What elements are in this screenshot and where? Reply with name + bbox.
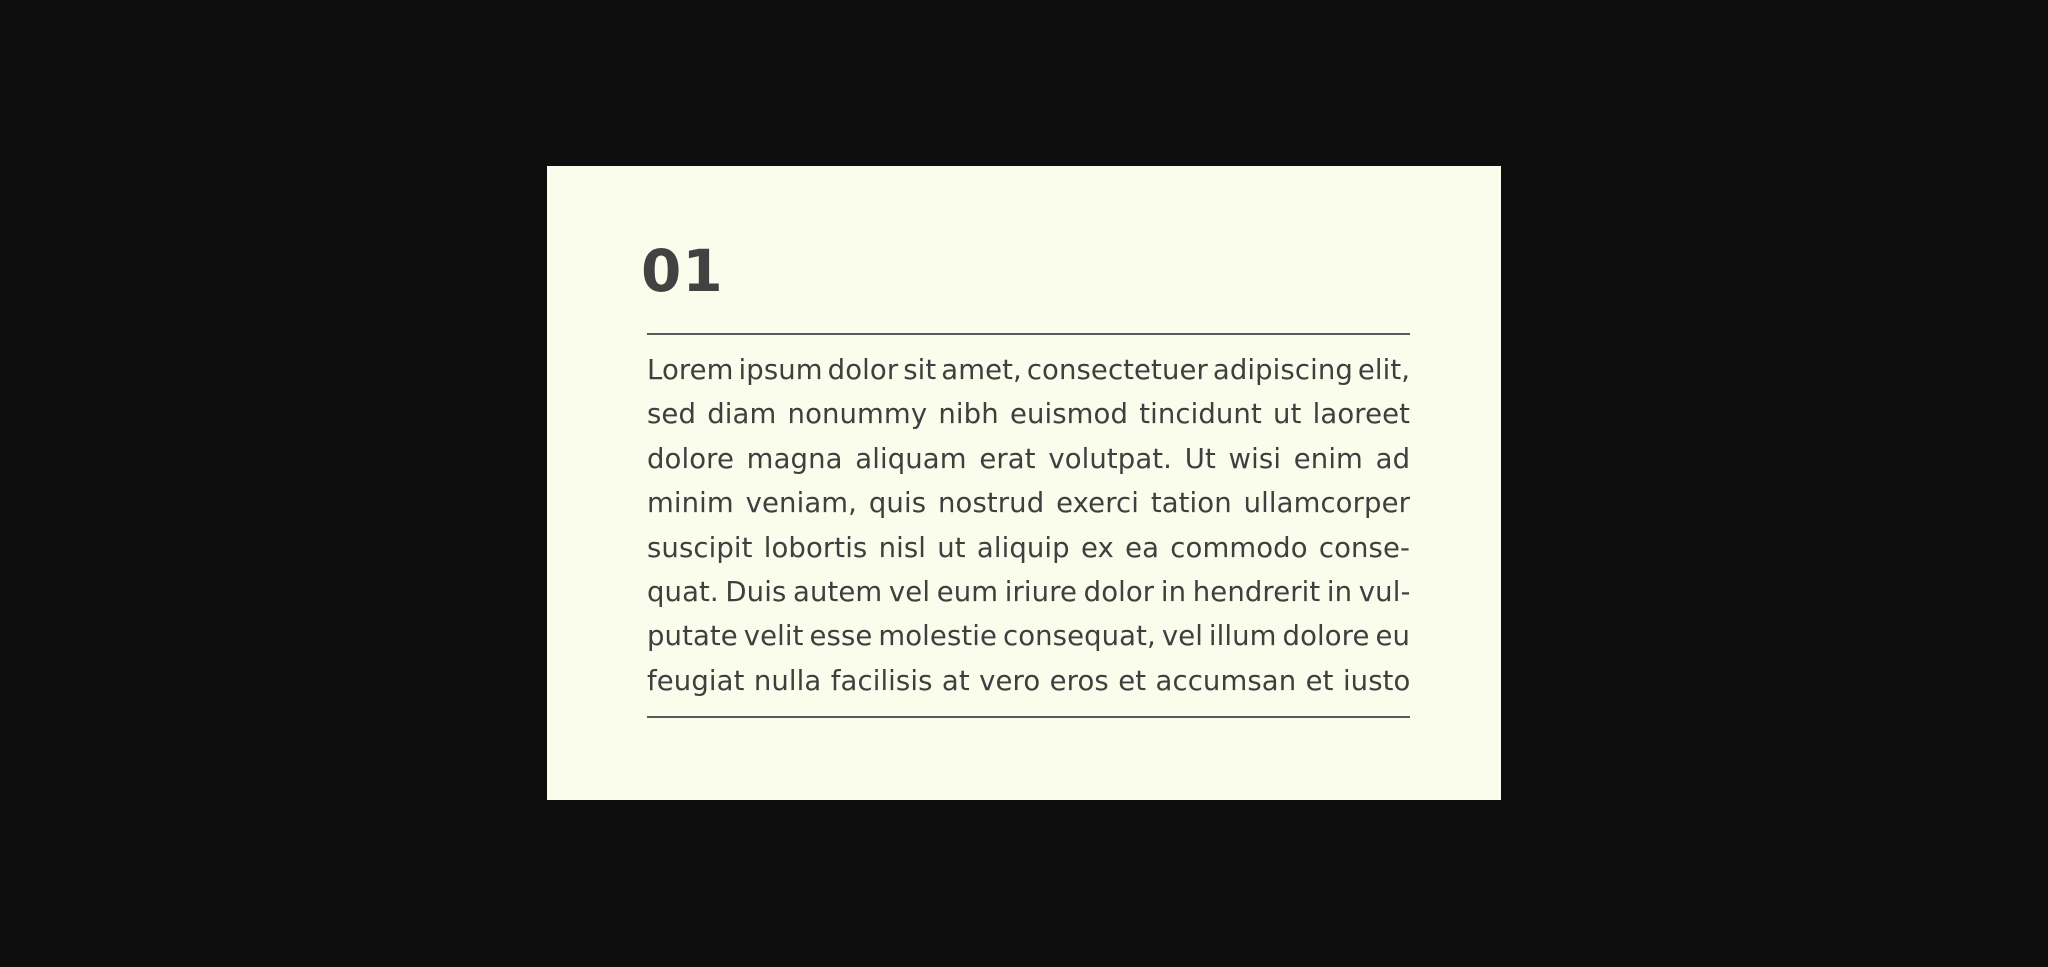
paragraph-line: Lorem ipsum dolor sit amet, consectetuer adipiscing elit,: [647, 354, 1411, 386]
paragraph-line: quat. Duis autem vel eum iriure dolor in hendrerit in vul-: [647, 576, 1411, 609]
body-paragraph: [647, 348, 1410, 703]
paragraph-line: dolore magna aliquam erat volutpat. Ut wisi enim ad: [647, 442, 1411, 475]
paragraph-line: putate velit esse molestie consequat, vel illum dolore eu: [647, 620, 1411, 653]
top-divider: [647, 333, 1410, 335]
section-number: 01: [641, 237, 724, 305]
paragraph-line: feugiat nulla facilisis at vero eros et accumsan et iusto: [647, 664, 1411, 697]
paragraph-line: minim veniam, quis nostrud exerci tation ullamcorper: [647, 487, 1410, 520]
bottom-divider: [647, 716, 1410, 718]
text-card: [547, 166, 1501, 800]
paragraph-line: suscipit lobortis nisl ut aliquip ex ea commodo conse-: [647, 531, 1410, 564]
paragraph-line: sed diam nonummy nibh euismod tincidunt ut laoreet: [647, 398, 1410, 431]
